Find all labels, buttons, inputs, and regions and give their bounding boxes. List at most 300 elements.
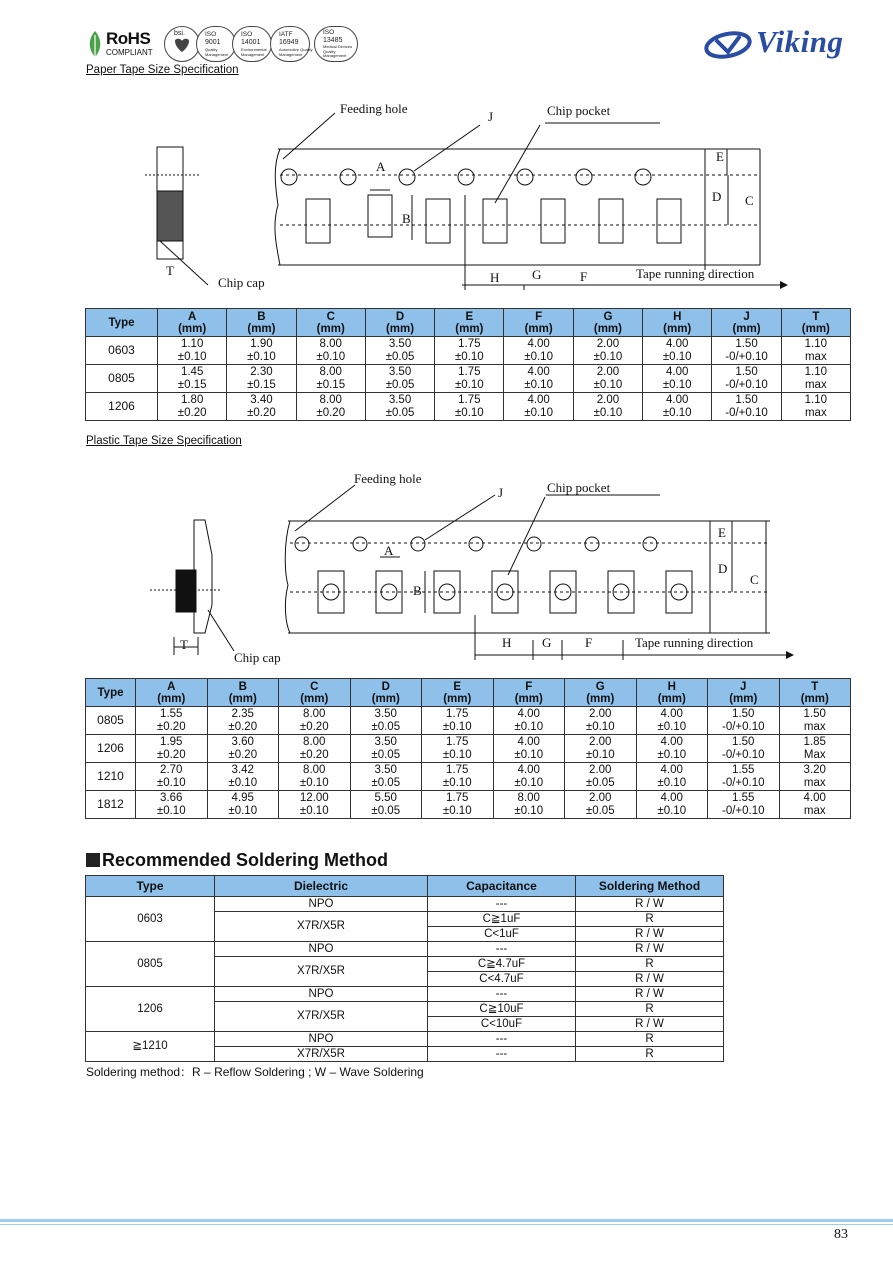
table-cell (422, 707, 494, 735)
cell-tolerance: -0/+0.10 (721, 804, 765, 817)
col-header-unit: (mm) (385, 322, 415, 335)
cell-tolerance: ±0.20 (228, 748, 258, 761)
col-header-b (227, 309, 296, 337)
table-cell (158, 337, 227, 365)
cell-value: 3.40 (250, 394, 273, 406)
table-row (86, 763, 851, 791)
table-cell (565, 791, 637, 819)
table-cell (636, 735, 708, 763)
table-cell (708, 735, 780, 763)
col-header-label: T (812, 310, 820, 323)
cell-tolerance: ±0.10 (662, 378, 692, 391)
label-c: C (745, 193, 754, 208)
cell-value: 4.00 (517, 736, 540, 748)
capacitance-cell: C<10uF (428, 1017, 576, 1032)
cell-tolerance: ±0.10 (442, 776, 472, 789)
cell-value: 1.50 (735, 366, 758, 378)
cell-value: 4.00 (660, 736, 683, 748)
cell-tolerance: ±0.10 (524, 406, 553, 419)
footer-line (0, 1219, 893, 1222)
cell-value: 1.50 (803, 708, 826, 720)
cell-value: 4.00 (660, 764, 683, 776)
cell-tolerance: ±0.10 (593, 350, 623, 363)
table-cell (227, 365, 296, 393)
method-cell: R / W (576, 987, 724, 1002)
table-cell (279, 735, 351, 763)
table-cell (573, 393, 642, 421)
table-cell (435, 337, 504, 365)
cell-tolerance: max (803, 776, 826, 789)
table-cell (207, 707, 279, 735)
col-header-label: B (257, 310, 266, 323)
cell-value: 8.00 (303, 764, 326, 776)
cell-value: 3.20 (803, 764, 826, 776)
table-cell (365, 365, 434, 393)
table-cell (296, 393, 365, 421)
dielectric-cell: NPO (215, 987, 428, 1002)
capacitance-cell: C≧4.7uF (428, 957, 576, 972)
method-cell: R / W (576, 897, 724, 912)
method-cell: R (576, 1047, 724, 1062)
soldering-title-text: Recommended Soldering Method (102, 850, 389, 870)
col-header-a (136, 679, 208, 707)
label-d: D (712, 189, 722, 204)
method-cell: R / W (576, 942, 724, 957)
cell-value: 1.55 (732, 764, 755, 776)
cell-value: 8.00 (303, 708, 326, 720)
cell-tolerance: max (804, 350, 827, 363)
cell-value: 8.00 (319, 366, 342, 378)
cell-tolerance: -0/+0.10 (725, 378, 768, 391)
col-header-unit: (mm) (228, 692, 257, 705)
col-header-unit: (mm) (524, 322, 553, 335)
side-view-chip (157, 191, 183, 241)
table-cell (781, 365, 850, 393)
square-bullet-icon (86, 853, 100, 867)
cell-tolerance: ±0.05 (385, 378, 415, 391)
dielectric-cell: X7R/X5R (215, 1047, 428, 1062)
cell-tolerance: -0/+0.10 (721, 720, 765, 733)
table-cell (350, 791, 422, 819)
cell-tolerance: ±0.10 (156, 804, 186, 817)
cell-tolerance: -0/+0.10 (725, 350, 768, 363)
cell-tolerance: ±0.20 (177, 406, 207, 419)
col-header: Soldering Method (576, 876, 724, 897)
table-cell (779, 735, 851, 763)
col-header-label: H (667, 680, 676, 693)
table-cell (573, 337, 642, 365)
table-cell (136, 735, 208, 763)
label-h: H (502, 635, 512, 650)
cell-value: 12.00 (299, 792, 329, 804)
col-header-h (643, 309, 712, 337)
table-cell (136, 791, 208, 819)
label-chip-cap: Chip cap (218, 275, 265, 290)
soldering-note: Soldering method：R – Reflow Soldering ; W – Wave Soldering (86, 1065, 424, 1079)
col-header-e (435, 309, 504, 337)
method-cell: R / W (576, 972, 724, 987)
table-cell (565, 707, 637, 735)
method-cell: R (576, 912, 724, 927)
capacitance-cell: C≧10uF (428, 1002, 576, 1017)
feeding-holes (295, 537, 657, 551)
table-row (86, 1032, 724, 1047)
cell-value: 1.75 (458, 394, 481, 406)
row-type: 1210 (86, 763, 136, 791)
cell-tolerance: ±0.10 (177, 350, 207, 363)
cert-iso14001: ISO 14001 Environmental Management (232, 26, 272, 62)
col-header-type (86, 679, 136, 707)
cell-value: 2.00 (589, 708, 612, 720)
table-row (86, 791, 851, 819)
cell-tolerance: ±0.10 (299, 776, 329, 789)
page-number: 83 (834, 1227, 848, 1242)
cell-tolerance: ±0.20 (299, 720, 329, 733)
cell-value: 4.00 (527, 338, 550, 350)
viking-emblem-icon (704, 28, 756, 62)
col-header-unit: (mm) (443, 692, 472, 705)
viking-logo (704, 24, 850, 64)
cell-tolerance: ±0.10 (454, 350, 484, 363)
label-direction: Tape running direction (636, 266, 755, 281)
arrow-right-icon (780, 281, 788, 289)
method-cell: R (576, 1002, 724, 1017)
table-cell (227, 393, 296, 421)
cell-value: 1.90 (250, 338, 273, 350)
type-cell: 0805 (86, 942, 215, 987)
dielectric-cell: NPO (215, 1032, 428, 1047)
capacitance-cell: C<1uF (428, 927, 576, 942)
cell-tolerance: ±0.10 (524, 350, 553, 363)
cell-value: 8.00 (319, 338, 342, 350)
label-t: T (166, 263, 174, 278)
cell-tolerance: ±0.05 (385, 350, 415, 363)
cell-value: 4.95 (231, 792, 254, 804)
cell-tolerance: ±0.10 (442, 748, 472, 761)
cell-tolerance: Max (803, 748, 826, 761)
label-a: A (376, 159, 386, 174)
cell-value: 4.00 (517, 708, 540, 720)
cell-tolerance: ±0.10 (514, 776, 544, 789)
table-cell (365, 393, 434, 421)
label-g: G (542, 635, 552, 650)
table-cell (493, 763, 565, 791)
paper-tape-diagram (140, 95, 800, 300)
col-header-label: J (740, 680, 747, 693)
col-header-label: D (381, 680, 390, 693)
col-header: Dielectric (215, 876, 428, 897)
cell-tolerance: ±0.10 (585, 720, 615, 733)
cell-tolerance: ±0.10 (662, 406, 692, 419)
cell-value: 2.00 (596, 338, 620, 350)
label-b: B (413, 583, 422, 598)
cell-tolerance: ±0.10 (454, 406, 484, 419)
bsi-badge (164, 26, 200, 62)
table-cell (365, 337, 434, 365)
col-header-b (207, 679, 279, 707)
table-cell (565, 735, 637, 763)
cell-value: 3.60 (231, 736, 254, 748)
table-cell (422, 791, 494, 819)
cell-tolerance: ±0.15 (247, 378, 276, 391)
table-cell (296, 365, 365, 393)
table-cell (207, 735, 279, 763)
label-feeding-hole: Feeding hole (354, 471, 422, 486)
col-header-e (422, 679, 494, 707)
table-cell (712, 337, 781, 365)
label-chip-pocket: Chip pocket (547, 480, 611, 495)
dielectric-cell: NPO (215, 897, 428, 912)
col-header-f (493, 679, 565, 707)
cell-tolerance: max (803, 804, 826, 817)
cell-tolerance: ±0.10 (228, 776, 258, 789)
cell-tolerance: ±0.10 (156, 776, 186, 789)
table-cell (435, 393, 504, 421)
table-cell (573, 365, 642, 393)
label-chip-cap: Chip cap (234, 650, 281, 665)
arrow-right-icon (786, 651, 794, 659)
dielectric-cell: X7R/X5R (215, 912, 428, 942)
cell-value: 3.50 (388, 338, 412, 350)
side-view-carrier (194, 520, 212, 633)
cell-value: 2.00 (596, 366, 620, 378)
col-header-d (365, 309, 434, 337)
label-feeding-hole: Feeding hole (340, 101, 408, 116)
table-cell (781, 337, 850, 365)
cell-tolerance: ±0.10 (514, 748, 544, 761)
cell-value: 3.50 (374, 764, 397, 776)
col-header-unit: (mm) (729, 692, 758, 705)
capacitance-cell: --- (428, 1047, 576, 1062)
cell-value: 2.30 (250, 366, 273, 378)
table-cell (781, 393, 850, 421)
label-a: A (384, 543, 394, 558)
cell-value: 8.00 (517, 792, 540, 804)
table-cell (708, 707, 780, 735)
cell-value: 1.55 (160, 708, 183, 720)
cell-tolerance: ±0.10 (454, 378, 484, 391)
cell-tolerance: ±0.10 (514, 804, 544, 817)
cell-tolerance: -0/+0.10 (721, 748, 765, 761)
paper-tape-table (85, 308, 851, 421)
cell-tolerance: ±0.20 (156, 748, 186, 761)
cell-value: 3.42 (231, 764, 254, 776)
cell-value: 3.50 (388, 394, 412, 406)
col-header-unit: (mm) (732, 322, 761, 335)
capacitance-cell: C<4.7uF (428, 972, 576, 987)
table-cell (504, 337, 573, 365)
label-e: E (716, 149, 724, 164)
cell-value: 1.50 (732, 736, 755, 748)
table-cell (227, 337, 296, 365)
table-cell (643, 337, 712, 365)
cell-tolerance: ±0.10 (524, 378, 553, 391)
col-header-c (279, 679, 351, 707)
cell-value: 1.75 (446, 764, 469, 776)
col-header-unit: (mm) (593, 322, 622, 335)
col-header-label: A (187, 310, 197, 323)
table-cell (350, 763, 422, 791)
col-header-label: C (310, 680, 319, 693)
table-cell (708, 791, 780, 819)
table-cell (422, 735, 494, 763)
cell-tolerance: ±0.20 (299, 748, 329, 761)
col-header-unit: (mm) (300, 692, 329, 705)
col-header-label: F (525, 680, 533, 693)
cell-tolerance: ±0.10 (228, 804, 258, 817)
cell-value: 1.50 (735, 338, 758, 350)
cell-value: 1.10 (180, 338, 204, 350)
table-cell (779, 763, 851, 791)
cell-value: 1.80 (180, 394, 204, 406)
col-header-a (158, 309, 227, 337)
label-t: T (180, 637, 188, 652)
cell-value: 4.00 (660, 708, 683, 720)
table-cell (435, 365, 504, 393)
table-cell (504, 365, 573, 393)
cell-value: 1.75 (446, 792, 469, 804)
label-g: G (532, 267, 542, 282)
table-header-row (86, 876, 724, 897)
cell-value: 2.00 (589, 792, 612, 804)
col-header-unit: (mm) (157, 692, 186, 705)
table-row (86, 735, 851, 763)
cell-value: 1.75 (458, 338, 481, 350)
cell-value: 1.75 (458, 366, 481, 378)
col-header-t (779, 679, 851, 707)
col-header-label: E (453, 680, 462, 693)
col-header-g (565, 679, 637, 707)
col-header-label: A (167, 680, 176, 693)
table-header-row (86, 309, 851, 337)
rohs-logo (86, 27, 158, 61)
cell-tolerance: ±0.05 (385, 406, 415, 419)
cell-tolerance: ±0.10 (657, 720, 687, 733)
cell-value: 1.75 (446, 736, 469, 748)
cell-value: 4.00 (527, 394, 550, 406)
table-cell (636, 763, 708, 791)
col-header-label: T (811, 680, 819, 693)
cell-value: 3.66 (160, 792, 183, 804)
cell-value: 1.50 (735, 394, 758, 406)
col-header-f (504, 309, 573, 337)
cell-value: 3.50 (374, 736, 397, 748)
table-cell (350, 735, 422, 763)
cell-tolerance: ±0.10 (657, 804, 687, 817)
table-cell (136, 763, 208, 791)
method-cell: R (576, 1032, 724, 1047)
label-j: J (498, 485, 504, 500)
cell-tolerance: ±0.05 (371, 776, 401, 789)
label-b: B (402, 211, 411, 226)
cell-tolerance: ±0.20 (228, 720, 258, 733)
cell-value: 4.00 (517, 764, 540, 776)
table-header-row (86, 679, 851, 707)
table-row (86, 707, 851, 735)
type-cell: 0603 (86, 897, 215, 942)
cell-tolerance: ±0.10 (657, 776, 687, 789)
cell-value: 2.70 (160, 764, 183, 776)
type-cell: 1206 (86, 987, 215, 1032)
cell-value: 5.50 (374, 792, 397, 804)
cell-value: 1.10 (804, 366, 828, 378)
label-direction: Tape running direction (635, 635, 754, 650)
col-header-unit: (mm) (371, 692, 400, 705)
chip-pockets (306, 195, 681, 243)
cell-value: 4.00 (666, 394, 689, 406)
method-cell: R / W (576, 1017, 724, 1032)
cell-tolerance: ±0.05 (371, 720, 401, 733)
dielectric-cell: X7R/X5R (215, 1002, 428, 1032)
col-header-unit: (mm) (586, 692, 615, 705)
cell-value: 4.00 (660, 792, 683, 804)
cell-value: 2.00 (589, 736, 612, 748)
table-cell (350, 707, 422, 735)
rohs-title: RoHS (106, 29, 151, 48)
capacitance-cell: --- (428, 942, 576, 957)
cell-tolerance: max (804, 406, 827, 419)
cell-tolerance: ±0.05 (585, 776, 615, 789)
cell-tolerance: ±0.10 (593, 378, 623, 391)
table-cell (279, 791, 351, 819)
method-cell: R / W (576, 927, 724, 942)
cell-value: 1.95 (160, 736, 183, 748)
cell-value: 1.10 (804, 394, 828, 406)
col-header-label: D (395, 310, 405, 323)
col-header-unit: (mm) (455, 322, 484, 335)
table-row (86, 987, 724, 1002)
capacitance-cell: --- (428, 897, 576, 912)
col-header-label: C (326, 310, 335, 323)
cell-tolerance: -0/+0.10 (721, 776, 765, 789)
cell-tolerance: ±0.10 (657, 748, 687, 761)
col-header-g (573, 309, 642, 337)
row-type: 0805 (86, 365, 158, 393)
cell-tolerance: ±0.10 (442, 804, 472, 817)
dielectric-cell: X7R/X5R (215, 957, 428, 987)
cell-value: 1.10 (804, 338, 828, 350)
label-d: D (718, 561, 728, 576)
cell-value: 4.00 (803, 792, 826, 804)
cell-tolerance: ±0.20 (247, 406, 276, 419)
plastic-tape-table (85, 678, 851, 819)
cell-tolerance: ±0.10 (316, 350, 346, 363)
table-cell (207, 791, 279, 819)
table-cell (712, 393, 781, 421)
cell-tolerance: ±0.05 (585, 804, 615, 817)
bsi-label: bsi. (174, 30, 185, 37)
col-header-label: F (535, 310, 543, 323)
label-j: J (488, 109, 494, 124)
table-cell (712, 365, 781, 393)
col-header-unit: (mm) (663, 322, 692, 335)
col-header-unit: (mm) (247, 322, 276, 335)
cell-tolerance: ±0.15 (316, 378, 346, 391)
side-view-chip (176, 570, 196, 612)
table-cell (136, 707, 208, 735)
cell-value: 8.00 (303, 736, 326, 748)
table-cell (779, 707, 851, 735)
feeding-holes (281, 169, 651, 185)
label-f: F (580, 269, 588, 284)
cert-iso9001: ISO 9001 Quality Management (196, 26, 236, 62)
table-row (86, 337, 851, 365)
dielectric-cell: NPO (215, 942, 428, 957)
cert-iso13485: ISO 13485 Medical Devices Quality Management (314, 26, 358, 62)
cell-value: 2.00 (589, 764, 612, 776)
soldering-table (85, 875, 724, 1062)
table-cell (643, 365, 712, 393)
